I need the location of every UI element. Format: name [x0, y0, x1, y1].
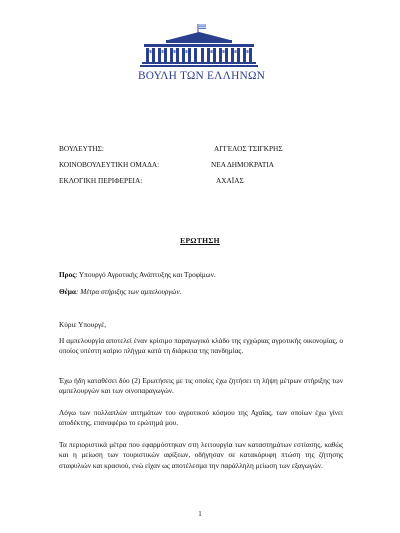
recipient-line [59, 270, 216, 279]
mp-value: ΑΓΓΕΛΟΣ ΤΣΙΓΚΡΗΣ [214, 144, 283, 153]
greeting: Κύριε Υπουργέ, [59, 320, 107, 329]
paragraph-3: Λόγω των πολλαπλών αιτημάτων του αγροτικού κόσμου της Αχαΐας, των οποίων έχω γίνει αποδέκτης, επαναφέρω το ερώτημά μου. [59, 408, 343, 428]
paragraph-2: Έχω ήδη καταθέσει δύο (2) Ερωτήσεις με τις οποίες έχω ζητήσει τη λήψη μέτρων στήριξης των αμπελουργών και των οινοπαραγωγών. [59, 376, 343, 396]
constituency-value: ΑΧΑΪΑΣ [216, 176, 244, 185]
parliament-logo [138, 22, 266, 92]
mp-label: ΒΟΥΛΕΥΤΗΣ: [59, 144, 104, 153]
constituency-label: ΕΚΛΟΓΙΚΗ ΠΕΡΙΦΕΡΕΙΑ: [59, 176, 143, 185]
recipient-text: : Υπουργό Αγροτικής Ανάπτυξης και Τροφίμων. [75, 270, 216, 279]
subject-line [59, 287, 181, 296]
party-label: ΚΟΙΝΟΒΟΥΛΕΥΤΙΚΗ ΟΜΑΔΑ: [59, 160, 160, 169]
parliament-building-icon [138, 22, 260, 70]
document-title: ΕΡΩΤΗΣΗ [180, 236, 220, 245]
parliament-caption: ΒΟΥΛΗ ΤΩΝ ΕΛΛΗΝΩΝ [138, 70, 266, 82]
recipient-label: Προς [59, 270, 76, 279]
subject-label: Θέμα [59, 287, 77, 296]
party-value: ΝΕΑ ΔΗΜΟΚΡΑΤΙΑ [211, 160, 275, 169]
subject-text: : Μέτρα στήριξης των αμπελουργών. [76, 287, 182, 296]
page-number: 1 [198, 510, 202, 518]
paragraph-4: Τα περιοριστικά μέτρα που εφαρμόστηκαν στη λειτουργία των καταστημάτων εστίασης, καθώς και η μείωση των τουριστικών αφίξεων, οδήγησαν σε κατακόρυφη πτώση της ζήτησης σταφυλιών και κρασιού, ενώ είχαν ως αποτέλεσμα την παράλληλη μείωση των εξαγωγών. [59, 440, 343, 470]
paragraph-1: Η αμπελουργία αποτελεί έναν κρίσιμο παραγωγικό κλάδο της εγχώριας αγροτικής οικονομίας, ο οποίος υπέστη καίριο πλήγμα κατά τη διάρκεια της πανδημίας. [59, 336, 343, 356]
